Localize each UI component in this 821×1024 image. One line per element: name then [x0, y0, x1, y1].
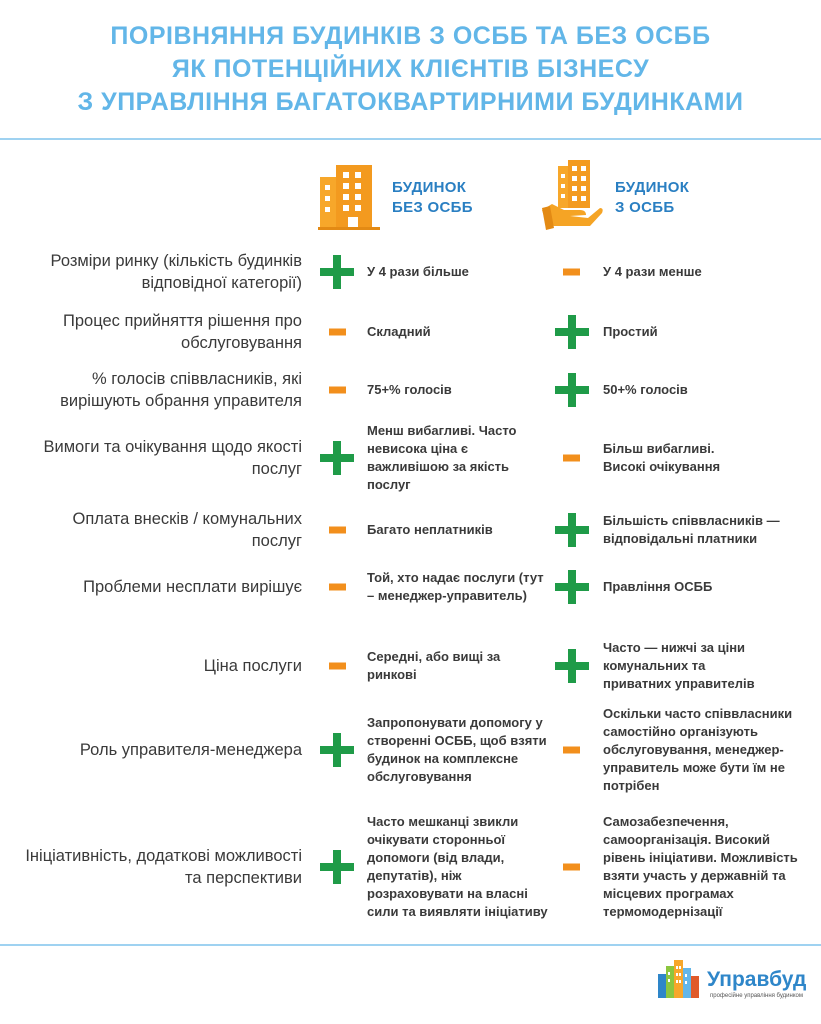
- column-header-with-osbb: [615, 178, 689, 218]
- minus-icon: [563, 747, 580, 754]
- bottom-divider: [0, 944, 821, 946]
- plus-icon: [320, 850, 354, 884]
- minus-icon: [329, 663, 346, 670]
- with-osbb-value: 50+% голосів: [603, 382, 688, 397]
- comparison-row: [0, 418, 821, 498]
- title-line-3: З УПРАВЛІННЯ БАГАТОКВАРТИРНИМИ БУДИНКАМИ: [77, 88, 744, 116]
- top-divider: [0, 138, 821, 140]
- without-osbb-value: Багато неплатників: [367, 522, 493, 537]
- logo-icon: [656, 958, 702, 998]
- title-line-2: ЯК ПОТЕНЦІЙНИХ КЛІЄНТІВ БІЗНЕСУ: [171, 55, 650, 83]
- row-label: Вимоги та очікування щодо якості послуг: [43, 438, 302, 478]
- column-b-line-2: З ОСББ: [615, 199, 675, 216]
- row-label: Оплата внесків / комунальних послуг: [72, 510, 302, 550]
- without-osbb-value: Менш вибагливі. Часто невисока ціна є важливішою за якість послуг: [367, 423, 517, 492]
- with-osbb-value: Більшість співвласників — відповідальні платники: [603, 513, 780, 546]
- without-osbb-value: У 4 рази більше: [367, 264, 469, 279]
- minus-icon: [329, 329, 346, 336]
- without-osbb-value: Середні, або вищі за ринкові: [367, 649, 501, 682]
- comparison-row: [0, 704, 821, 796]
- minus-icon: [563, 864, 580, 871]
- with-osbb-value: Самозабезпечення, самоорганізація. Високий рівень ініціативи. Можливість взяти участь у державній та місцевих програмах термомодернізації: [603, 814, 798, 919]
- column-a-line-1: БУДИНОК: [392, 179, 467, 196]
- with-osbb-value: Простий: [603, 324, 658, 339]
- with-osbb-value: Часто — нижчі за ціни комунальних та приватних управителів: [603, 640, 755, 691]
- plus-icon: [320, 441, 354, 475]
- minus-icon: [329, 387, 346, 394]
- building-in-hand-icon: [540, 160, 606, 232]
- without-osbb-value: Часто мешканці звикли очікувати сторонньої допомоги (від влади, депутатів), ніж розраховувати на власні сили та виявляти ініціативу: [367, 814, 548, 919]
- plus-icon: [555, 315, 589, 349]
- row-label: Ініціативність, додаткові можливості та перспективи: [25, 847, 302, 887]
- comparison-row: [0, 559, 821, 615]
- comparison-row: [0, 503, 821, 557]
- comparison-row: [0, 636, 821, 696]
- logo-tagline: професійне управління будинком: [710, 993, 803, 999]
- row-label: % голосів співвласників, які вирішують обрання управителя: [60, 370, 302, 410]
- row-label: Процес прийняття рішення про обслуговування: [62, 312, 302, 352]
- without-osbb-value: 75+% голосів: [367, 382, 452, 397]
- row-label: Ціна послуги: [203, 657, 302, 675]
- page-title: [0, 20, 821, 119]
- column-header-without-osbb: [392, 178, 473, 218]
- without-osbb-value: Той, хто надає послуги (тут – менеджер-управитель): [367, 570, 544, 603]
- with-osbb-value: У 4 рази менше: [603, 264, 702, 279]
- title-line-1: ПОРІВНЯННЯ БУДИНКІВ З ОСББ ТА БЕЗ ОСББ: [110, 22, 711, 50]
- row-label: Розміри ринку (кількість будинків відповідної категорії): [50, 252, 302, 292]
- column-a-line-2: БЕЗ ОСББ: [392, 199, 473, 216]
- without-osbb-value: Складний: [367, 324, 431, 339]
- with-osbb-value: Більш вибагливі. Високі очікування: [603, 441, 721, 474]
- with-osbb-value: Правління ОСББ: [603, 579, 713, 594]
- logo-name: Управбуд: [707, 968, 807, 991]
- plus-icon: [320, 733, 354, 767]
- building-icon: [318, 163, 380, 231]
- plus-icon: [555, 513, 589, 547]
- minus-icon: [329, 527, 346, 534]
- comparison-row: [0, 244, 821, 300]
- without-osbb-value: Запропонувати допомогу у створенні ОСББ, щоб взяти будинок на комплексне обслуговування: [367, 715, 547, 784]
- minus-icon: [329, 584, 346, 591]
- plus-icon: [555, 373, 589, 407]
- row-label: Проблеми несплати вирішує: [83, 578, 302, 596]
- column-b-line-1: БУДИНОК: [615, 179, 690, 196]
- plus-icon: [320, 255, 354, 289]
- comparison-row: [0, 362, 821, 418]
- comparison-row: [0, 304, 821, 360]
- plus-icon: [555, 570, 589, 604]
- minus-icon: [563, 455, 580, 462]
- row-label: Роль управителя-менеджера: [79, 741, 302, 759]
- comparison-row: [0, 812, 821, 922]
- plus-icon: [555, 649, 589, 683]
- with-osbb-value: Оскільки часто співвласники самостійно організують обслуговування, менеджер-управитель може бути їм не потрібен: [603, 706, 793, 793]
- minus-icon: [563, 269, 580, 276]
